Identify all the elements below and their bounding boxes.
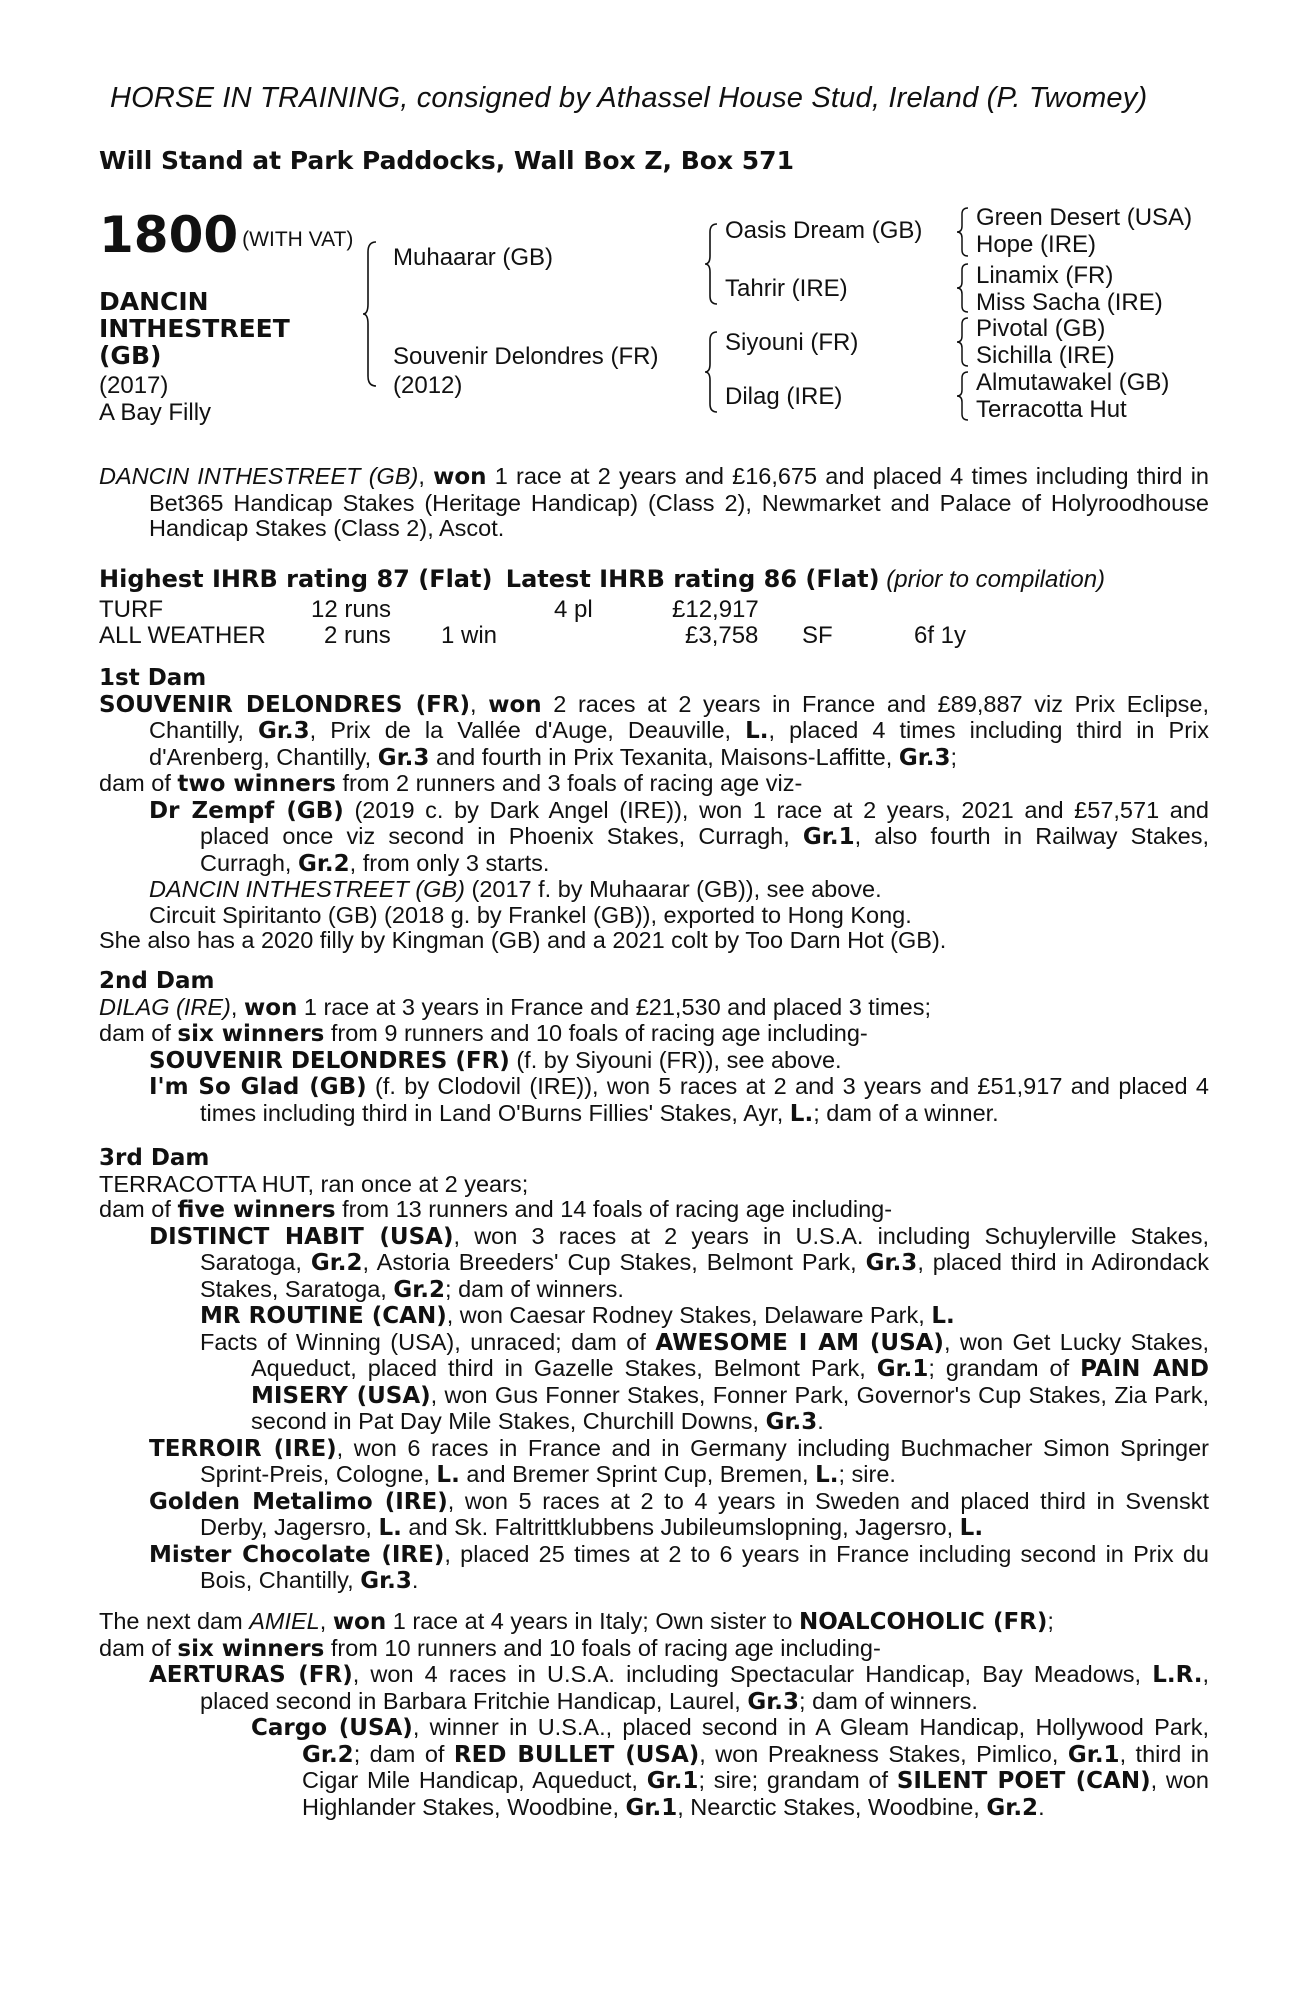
text: , placed second in Barbara Fritchie Handicap, Laurel,: [200, 1661, 1209, 1714]
grade: L.: [745, 718, 769, 744]
progeny-name: AWESOME I AM (USA): [655, 1329, 944, 1356]
horse-details: [99, 372, 211, 426]
grade: Gr.2: [986, 1794, 1039, 1821]
pedigree-brace-dam: [703, 330, 721, 414]
latest-rating: Latest IHRB rating 86 (Flat): [505, 565, 880, 593]
summary-horse-name: DANCIN INTHESTREET (GB): [99, 463, 419, 489]
pedigree-dam-dam: Dilag (IRE): [725, 383, 843, 410]
progeny-name: MR ROUTINE (CAN): [200, 1303, 447, 1329]
text: , won 6 races in France and in Germany including Buchmacher Simon Springer Sprint-Preis, Cologne,: [200, 1434, 1209, 1487]
aw-runs: 2 runs: [324, 622, 391, 649]
horse-name-line: INTHESTREET: [99, 314, 290, 343]
progeny-name: TERROIR (IRE): [149, 1435, 337, 1462]
grade: Gr.3: [377, 744, 430, 771]
pedigree-ggdam-1: Hope (IRE): [976, 231, 1097, 258]
progeny-name: SILENT POET (CAN): [896, 1768, 1151, 1794]
pedigree-ggdam-3: Sichilla (IRE): [976, 342, 1115, 369]
grade: L.: [959, 1515, 984, 1541]
grade: Gr.3: [360, 1568, 412, 1594]
grade: Gr.2: [297, 850, 350, 877]
lot-number: [99, 206, 353, 264]
text: from 9 runners and 10 foals of racing age including-: [324, 1020, 868, 1046]
grade: L.: [436, 1462, 460, 1488]
pedigree-ggsire-1: Green Desert (USA): [976, 204, 1193, 231]
next-dam-name: AMIEL: [249, 1608, 320, 1634]
text: (2019 c. by Dark Angel (IRE)), won 1 race at 2 years, 2021 and £57,571 and placed once viz second in Phoenix Stakes, Curragh,: [200, 796, 1209, 849]
pedigree-brace-g1: [955, 206, 971, 258]
horse-name: [99, 288, 290, 369]
progeny-entry: Circuit Spiritanto (GB) (2018 g. by Frankel (GB)), exported to Hong Kong.: [149, 901, 912, 928]
text: ; dam of: [353, 1740, 454, 1767]
text: , Astoria Breeders' Cup Stakes, Belmont Park,: [362, 1249, 866, 1275]
text: 1 race at 3 years in France and £21,530 and placed 3 times;: [297, 993, 931, 1020]
next-dam-section: [99, 1609, 1209, 1821]
text: from 13 runners and 14 foals of racing age including-: [335, 1196, 893, 1222]
first-dam-name: SOUVENIR DELONDRES (FR): [99, 691, 471, 718]
text: and Bremer Sprint Cup, Bremen,: [459, 1461, 816, 1487]
horse-name-line: DANCIN: [99, 287, 209, 316]
grade: L.R.: [1152, 1662, 1203, 1688]
third-dam-name: TERRACOTTA HUT, ran once at 2 years;: [99, 1170, 529, 1197]
pedigree-brace-g3: [955, 316, 971, 368]
text: , Nearctic Stakes, Woodbine,: [677, 1793, 987, 1820]
grade: Gr.1: [876, 1356, 929, 1382]
progeny-name: RED BULLET (USA): [453, 1741, 700, 1768]
highest-rating: Highest IHRB rating 87 (Flat): [99, 565, 493, 593]
progeny-name: DANCIN INTHESTREET (GB): [149, 876, 465, 902]
progeny-name: I'm So Glad (GB): [149, 1074, 367, 1100]
text: , won 4 races in U.S.A. including Spectacular Handicap, Bay Meadows,: [352, 1661, 1153, 1687]
grade: Gr.3: [865, 1250, 918, 1276]
text: , won Preakness Stakes, Pimlico,: [699, 1740, 1068, 1767]
race-summary: DANCIN INTHESTREET (GB), won 1 race at 2 years and £16,675 and placed 4 times including third in Bet365 Handicap Stakes (Heritage Handicap) (Class 2), Newmarket and Palace of Holyroodhouse Handicap Stakes (Class 2), Ascot.: [99, 463, 1209, 541]
text: dam of: [99, 1196, 178, 1222]
text: ;: [950, 743, 958, 770]
progeny-name: Dr Zempf (GB): [149, 797, 344, 824]
progeny-name: AERTURAS (FR): [149, 1662, 353, 1688]
won-label: won: [433, 464, 487, 490]
grade: Gr.1: [625, 1794, 678, 1821]
text: (f. by Siyouni (FR)), see above.: [509, 1046, 842, 1073]
text: dam of: [99, 1634, 178, 1661]
aw-label: ALL WEATHER: [99, 622, 266, 649]
text: , placed 25 times at 2 to 6 years in France including second in Prix du Bois, Chantilly,: [200, 1540, 1210, 1593]
text: ,: [319, 1608, 333, 1634]
rating-note: (prior to compilation): [886, 566, 1106, 593]
aw-earnings: £3,758: [685, 622, 759, 649]
progeny-name: Cargo (USA): [251, 1715, 413, 1741]
page-title: HORSE IN TRAINING, consigned by Athassel House Stud, Ireland (P. Twomey): [110, 82, 1148, 114]
pedigree-ggdam-2: Miss Sacha (IRE): [976, 289, 1163, 316]
text: , won Get Lucky Stakes, Aqueduct, placed third in Gazelle Stakes, Belmont Park,: [251, 1328, 1209, 1381]
text: ; grandam of: [928, 1355, 1081, 1381]
horse-description: A Bay Filly: [99, 399, 212, 426]
text: , placed 4 times including third in Prix d'Arenberg, Chantilly,: [149, 717, 1210, 770]
turf-earnings: £12,917: [672, 596, 759, 623]
text: ;: [1047, 1608, 1054, 1634]
grade: Gr.1: [646, 1768, 699, 1794]
pedigree-ggdam-4: Terracotta Hut: [976, 396, 1127, 423]
also-note: She also has a 2020 filly by Kingman (GB) and a 2021 colt by Too Darn Hot (GB).: [99, 927, 947, 953]
text: , won 3 races at 2 years in U.S.A. including Schuylerville Stakes, Saratoga,: [200, 1222, 1209, 1275]
pedigree-brace-g4: [955, 370, 971, 422]
won-label: won: [332, 1609, 387, 1635]
text: , winner in U.S.A., placed second in A Gleam Handicap, Hollywood Park,: [412, 1714, 1209, 1740]
grade: Gr.1: [802, 824, 855, 850]
pedigree-sire: Muhaarar (GB): [393, 244, 554, 271]
won-label: won: [488, 691, 542, 718]
aw-wins: 1 win: [441, 622, 498, 649]
grade: Gr.2: [310, 1250, 363, 1276]
grade: L.: [815, 1462, 839, 1488]
pedigree-dam-sire: Siyouni (FR): [725, 329, 859, 356]
text: Facts of Winning (USA), unraced; dam of: [200, 1328, 656, 1355]
text: , also fourth in Railway Stakes, Curragh,: [200, 823, 1209, 876]
stand-location: Will Stand at Park Paddocks, Wall Box Z, Box 571: [99, 146, 794, 175]
winners-count: five winners: [177, 1197, 336, 1223]
text: , from only 3 starts.: [349, 849, 550, 876]
vat-note: (WITH VAT): [242, 228, 354, 251]
text: , won Highlander Stakes, Woodbine,: [302, 1767, 1210, 1820]
grade: L.: [931, 1303, 955, 1329]
first-dam-heading: 1st Dam: [99, 665, 207, 691]
text: , won 5 races at 2 to 4 years in Sweden and placed third in Svenskt Derby, Jagersro,: [200, 1487, 1209, 1540]
text: 1 race at 4 years in Italy; Own sister to: [386, 1608, 799, 1634]
text: 2 races at 2 years in France and £89,887 viz Prix Eclipse, Chantilly,: [149, 690, 1210, 743]
pedigree-sire-dam: Tahrir (IRE): [725, 275, 848, 302]
horse-year: (2017): [99, 372, 169, 399]
ratings-heading: [99, 565, 1105, 594]
text: (f. by Clodovil (IRE)), won 5 races at 2 and 3 years and £51,917 and placed 4 times including third in Land O'Burns Fillies' Stakes, Ayr,: [200, 1073, 1209, 1126]
aw-code: SF: [802, 622, 833, 649]
text: , won Gus Fonner Stakes, Fonner Park, Governor's Cup Stakes, Zia Park, second in Pat Day Mile Stakes, Churchill Downs,: [251, 1381, 1209, 1434]
pedigree-dam-year: (2012): [393, 372, 463, 399]
second-dam-section: 2nd Dam DILAG (IRE), won 1 race at 3 years in France and £21,530 and placed 3 times; dam of six winners from 9 runners and 10 foals of racing age including- SOUVENIR DELONDRES (FR) (f. by Siyouni (FR)), see above. I'm So Glad (GB) (f. by Clodovil (IRE)), won 5 races at 2 and 3 years and £51,917 and placed 4 times including third in Land O'Burns Fillies' Stakes, Ayr, L.; dam of a winner.: [99, 968, 1209, 1127]
grade: L.: [378, 1515, 402, 1541]
pedigree-brace-main: [362, 240, 382, 388]
grade: Gr.3: [765, 1409, 818, 1435]
text: and fourth in Prix Texanita, Maisons-Laffitte,: [429, 743, 899, 770]
text: ; dam of winners.: [799, 1687, 978, 1714]
text: ; dam of winners.: [445, 1275, 624, 1302]
text: , placed third in Adirondack Stakes, Saratoga,: [200, 1249, 1209, 1302]
grade: Gr.3: [257, 718, 310, 744]
won-label: won: [243, 994, 298, 1021]
lot-number-value: 1800: [99, 206, 239, 264]
progeny-name: Golden Metalimo (IRE): [149, 1488, 448, 1515]
progeny-name: NOALCOHOLIC (FR): [798, 1609, 1048, 1635]
text: The next dam: [99, 1608, 250, 1634]
text: from 2 runners and 3 foals of racing age viz-: [335, 770, 803, 796]
text: .: [411, 1567, 419, 1593]
progeny-name: Mister Chocolate (IRE): [149, 1541, 445, 1568]
grade: L.: [789, 1100, 814, 1127]
winners-count: two winners: [177, 771, 336, 797]
text: dam of: [99, 1020, 178, 1046]
third-dam-heading: 3rd Dam: [99, 1145, 210, 1171]
text: , Prix de la Vallée d'Auge, Deauville,: [309, 717, 746, 743]
pedigree-ggsire-3: Pivotal (GB): [976, 315, 1106, 342]
second-dam-name: DILAG (IRE): [99, 993, 231, 1020]
text: .: [817, 1408, 824, 1434]
grade: Gr.2: [302, 1741, 354, 1768]
winners-count: six winners: [177, 1021, 325, 1047]
progeny-name: PAIN AND MISERY (USA): [251, 1356, 1209, 1409]
text: ; sire; grandam of: [698, 1767, 897, 1793]
second-dam-heading: 2nd Dam: [99, 968, 215, 994]
text: dam of: [99, 770, 178, 796]
turf-places: 4 pl: [554, 596, 593, 623]
grade: Gr.3: [747, 1688, 800, 1715]
text: , won Caesar Rodney Stakes, Delaware Park,: [446, 1302, 932, 1328]
horse-name-line: (GB): [99, 341, 162, 370]
progeny-name: DISTINCT HABIT (USA): [149, 1223, 454, 1250]
turf-label: TURF: [99, 596, 163, 623]
pedigree-brace-g2: [955, 262, 971, 314]
progeny-name: SOUVENIR DELONDRES (FR): [149, 1047, 510, 1074]
pedigree-dam: Souvenir Delondres (FR): [393, 343, 659, 370]
pedigree-sire-sire: Oasis Dream (GB): [725, 217, 923, 244]
aw-distance: 6f 1y: [914, 622, 967, 649]
summary-text: 1 race at 2 years and £16,675 and placed 4 times including third in Bet365 Handicap Stakes (Heritage Handicap) (Class 2), Newmarket and Palace of Holyroodhouse Handicap Stakes (Class 2), Ascot.: [149, 463, 1209, 541]
text: (2017 f. by Muhaarar (GB)), see above.: [464, 876, 882, 902]
third-dam-section: [99, 1146, 1209, 1595]
text: .: [1038, 1793, 1045, 1820]
pedigree-ggsire-2: Linamix (FR): [976, 262, 1114, 289]
text: from 10 runners and 10 foals of racing age including-: [324, 1634, 881, 1661]
turf-runs: 12 runs: [311, 596, 392, 623]
pedigree-brace-sire: [703, 222, 721, 306]
grade: Gr.1: [1067, 1741, 1120, 1768]
text: , third in Cigar Mile Handicap, Aqueduct,: [302, 1740, 1210, 1793]
text: ; sire.: [838, 1461, 896, 1487]
text: and Sk. Faltrittklubbens Jubileumslopning, Jagersro,: [401, 1514, 960, 1540]
pedigree-ggsire-4: Almutawakel (GB): [976, 369, 1170, 396]
grade: Gr.2: [393, 1276, 446, 1303]
winners-count: six winners: [177, 1635, 325, 1662]
grade: Gr.3: [898, 744, 951, 771]
first-dam-section: 1st Dam SOUVENIR DELONDRES (FR), won 2 races at 2 years in France and £89,887 viz Prix Eclipse, Chantilly, Gr.3, Prix de la Vallée d'Auge, Deauville, L., placed 4 times including third in Prix d'Arenberg, Chantilly, Gr.3 and fourth in Prix Texanita, Maisons-Laffitte, Gr.3; dam of two winners from 2 runners and 3 foals of racing age viz- Dr Zempf (GB) (2019 c. by Dark Angel (IRE)), won 1 race at 2 years, 2021 and £57,571 and placed once viz second in Phoenix Stakes, Curragh, Gr.1, also fourth in Railway Stakes, Curragh, Gr.2, from only 3 starts. DANCIN INTHESTREET (GB) (2017 f. by Muhaarar (GB)), see above. Circuit Spiritanto (GB) (2018 g. by Frankel (GB)), exported to Hong Kong. She also has a 2020 filly by Kingman (GB) and a 2021 colt by Too Darn Hot (GB).: [99, 665, 1210, 953]
text: ; dam of a winner.: [813, 1099, 999, 1126]
